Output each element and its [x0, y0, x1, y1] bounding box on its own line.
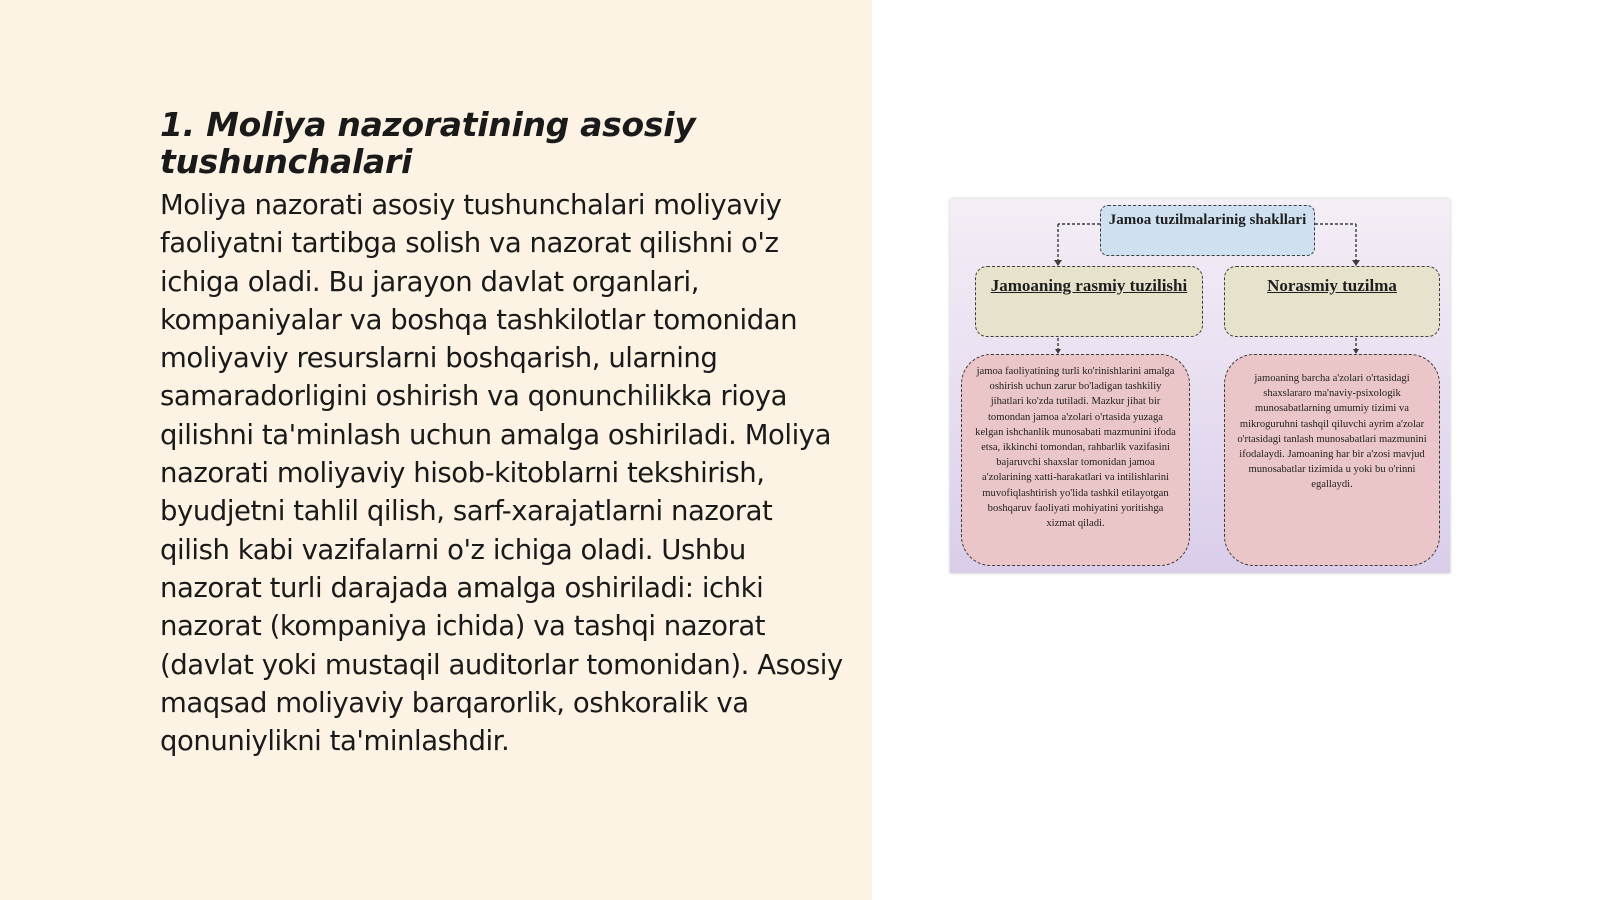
slide-body-text: Moliya nazorati asosiy tushunchalari moliyaviy faoliyatni tartibga solish va nazorat qilishni o'z ichiga oladi. Bu jarayon davlat organlari, kompaniyalar va boshqa tashkilotlar tomonidan moliyaviy resurslarni boshqarish, ularning samaradorligini oshirish va qonunchilikka rioya qilishni ta'minlash uchun amalga oshiriladi. Moliya nazorati moliyaviy hisob-kitoblarni tekshirish, byudjetni tahlil qilish, sarf-xarajatlarni nazorat qilish kabi vazifalarni o'z ichiga oladi. Ushbu nazorat turli darajada amalga oshiriladi: ichki nazorat (kompaniya ichida) va tashqi nazorat (davlat yoki mustaqil auditorlar tomonidan). Asosiy maqsad moliyaviy barqarorlik, oshkoralik va qonuniylikni ta'minlashdir. [160, 189, 843, 758]
diagram-informal-description: jamoaning barcha a'zolari o'rtasidagi shaxslararo ma'naviy-psixologik munosabatlarning umumiy tizimi va mikroguruhni tashqil qiluvchi ayrim a'zolar o'rtasidagi tanlash munosabatlari mazmunini ifodalaydi. Jamoaning har bir a'zosi mavjud munosabatlar tizimida u yoki bu o'rinni egallaydi. [1224, 354, 1440, 566]
diagram-formal-structure-box: Jamoaning rasmiy tuzilishi [975, 266, 1203, 337]
diagram-image [950, 199, 1450, 573]
slide-title: 1. Moliya nazoratining asosiy tushunchalari [160, 105, 696, 181]
diagram-top-box: Jamoa tuzilmalarinig shakllari [1100, 205, 1315, 256]
diagram-formal-description: jamoa faoliyatining turli ko'rinishlarini amalga oshirish uchun zarur bo'ladigan tashkiliy jihatlari ko'zda tutiladi. Mazkur jihat bir tomondan jamoa a'zolari o'rtasida yuzaga kelgan ishchanlik munosabati mazmunini ifoda etsa, ikkinchi tomondan, rahbarlik vazifasini bajaruvchi shaxslar tomonidan jamoa a'zolarining xatti-harakatlari va intilishlarini muvofiqlashtirish yo'lida tashkil etilayotgan boshqaruv faoliyati mohiyatini yoritishga xizmat qiladi. [961, 354, 1190, 566]
diagram-informal-structure-box: Norasmiy tuzilma [1224, 266, 1440, 337]
